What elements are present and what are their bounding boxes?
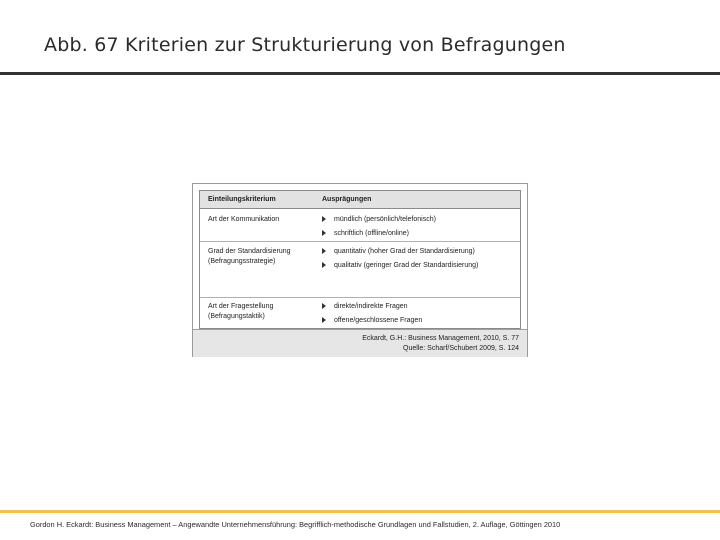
source-line-1: Eckardt, G.H.: Business Management, 2010, S. 77 [362,335,519,342]
bullet-arrow-icon [322,248,326,254]
figure-image [192,183,528,357]
row-criterion: Grad der Standardisierung (Befragungsstrategie) [208,248,291,265]
bullet-arrow-icon [322,303,326,309]
row-values [322,247,512,275]
list-item: offene/geschlossene Fragen [322,316,422,325]
list-item: mündlich (persönlich/telefonisch) [322,215,436,224]
bullet-arrow-icon [322,262,326,268]
slide-title: Abb. 67 Kriterien zur Strukturierung von Befragungen [44,34,566,56]
footer-divider [0,510,720,513]
row-criterion: Art der Kommunikation [208,216,280,223]
figure-source [193,329,527,357]
header-criterion: Einteilungskriterium [208,196,276,203]
criteria-table [199,190,521,329]
list-item: quantitativ (hoher Grad der Standardisierung) [322,247,512,256]
row-criterion: Art der Fragestellung (Befragungstaktik) [208,303,274,320]
footer-citation: Gordon H. Eckardt: Business Management – Angewandte Unternehmensführung: Begrifflich-methodische Grundlagen und Fallstudien, 2. Auflage, Göttingen 2010 [30,520,561,529]
list-item: direkte/indirekte Fragen [322,302,422,311]
bullet-arrow-icon [322,230,326,236]
table-row [200,298,520,330]
list-item: schriftlich (offline/online) [322,229,436,238]
bullet-arrow-icon [322,216,326,222]
table-header [200,191,520,209]
row-values [322,302,422,330]
table-row [200,209,520,242]
header-values: Ausprägungen [322,196,372,203]
bullet-arrow-icon [322,317,326,323]
source-line-2: Quelle: Scharf/Schubert 2009, S. 124 [403,345,519,352]
title-divider [0,72,720,75]
table-row [200,242,520,298]
row-values [322,215,436,243]
list-item: qualitativ (geringer Grad der Standardisierung) [322,261,512,270]
